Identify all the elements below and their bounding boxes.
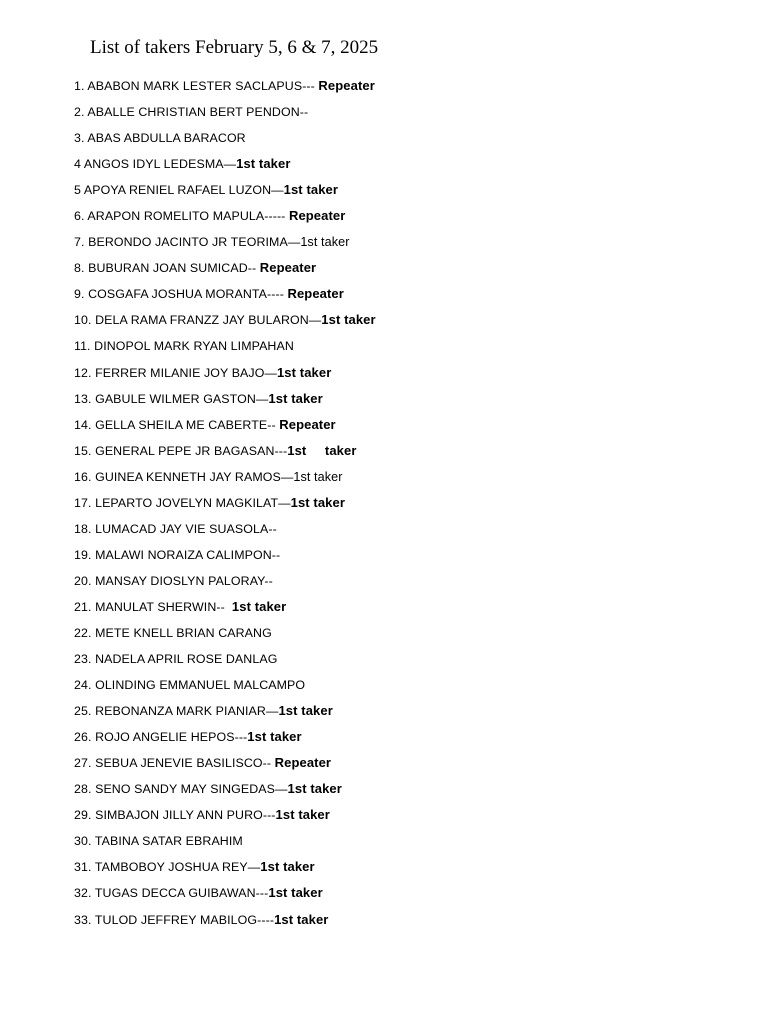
- taker-status: Repeater: [318, 78, 375, 93]
- taker-name: SIMBAJON JILLY ANN PURO: [95, 808, 263, 823]
- taker-name: COSGAFA JOSHUA MORANTA: [88, 287, 268, 302]
- taker-name: MANSAY DIOSLYN PALORAY: [95, 573, 265, 588]
- taker-status: 1st taker: [274, 911, 329, 927]
- item-number: 18.: [74, 521, 92, 536]
- taker-status: 1st taker: [293, 469, 343, 484]
- taker-status: 1st taker: [287, 442, 357, 458]
- taker-status: Repeater: [274, 755, 332, 771]
- taker-name: METE KNELL BRIAN CARANG: [95, 625, 272, 640]
- separator: --: [247, 261, 260, 276]
- list-item: [74, 910, 376, 936]
- item-number: 20.: [74, 573, 92, 588]
- taker-status: 1st taker: [268, 390, 323, 406]
- taker-name: FERRER MILANIE JOY BAJO: [95, 365, 265, 380]
- taker-status: Repeater: [288, 208, 346, 224]
- separator: ---: [302, 79, 319, 93]
- item-number: 24.: [74, 678, 92, 693]
- separator: ---: [255, 886, 269, 901]
- list-item: [74, 597, 376, 623]
- taker-name: GELLA SHEILA ME CABERTE: [95, 417, 268, 432]
- list-item: [74, 519, 376, 545]
- separator: --: [216, 599, 232, 614]
- separator: ----: [267, 287, 288, 302]
- taker-name: LUMACAD JAY VIE SUASOLA: [95, 521, 269, 536]
- item-number: 3.: [74, 131, 85, 146]
- list-item: [74, 180, 376, 206]
- separator: --: [264, 573, 273, 588]
- item-number: 32.: [74, 886, 92, 901]
- list-item: [74, 415, 376, 441]
- taker-name: GABULE WILMER GASTON: [95, 391, 256, 406]
- taker-name: TULOD JEFFREY MABILOG: [94, 912, 258, 927]
- item-number: 12.: [74, 365, 92, 380]
- item-number: 19.: [74, 547, 92, 562]
- list-item: [74, 441, 376, 467]
- list-item: [74, 675, 376, 701]
- taker-status: Repeater: [287, 286, 344, 302]
- separator: ---: [262, 808, 276, 823]
- item-number: 23.: [74, 652, 92, 667]
- list-item: [74, 493, 376, 519]
- taker-name: ABAS ABDULLA BARACOR: [87, 131, 246, 146]
- separator: —: [278, 495, 291, 510]
- list-item: [74, 102, 376, 128]
- list-item: [74, 545, 376, 571]
- taker-name: TABINA SATAR EBRAHIM: [94, 834, 243, 849]
- item-number: 28.: [74, 782, 92, 797]
- separator: —: [223, 157, 237, 172]
- separator: --: [267, 417, 280, 432]
- taker-name: DELA RAMA FRANZZ JAY BULARON: [95, 313, 309, 328]
- separator: —: [265, 704, 279, 719]
- item-number: 31.: [74, 860, 92, 875]
- separator: —: [287, 235, 301, 250]
- separator: ----: [257, 912, 275, 927]
- taker-status: 1st taker: [287, 781, 342, 797]
- list-item: [74, 727, 376, 753]
- list-item: [74, 336, 376, 362]
- item-number: 2.: [74, 105, 85, 120]
- document-title: List of takers February 5, 6 & 7, 2025: [90, 37, 379, 58]
- item-number: 26.: [74, 730, 92, 745]
- takers-list: [74, 76, 376, 936]
- item-number: 21.: [74, 599, 92, 614]
- item-number: 6.: [74, 209, 85, 224]
- item-number: 15.: [74, 443, 92, 458]
- list-item: [74, 857, 376, 883]
- taker-name: TUGAS DECCA GUIBAWAN: [94, 886, 256, 901]
- item-number: 13.: [74, 391, 92, 406]
- taker-name: BERONDO JACINTO JR TEORIMA: [88, 235, 288, 250]
- item-number: 29.: [74, 808, 92, 823]
- taker-status: 1st taker: [231, 598, 287, 614]
- separator: —: [308, 313, 322, 328]
- item-number: 30.: [74, 834, 92, 849]
- list-item: [74, 389, 376, 415]
- list-item: [74, 154, 376, 180]
- list-item: [74, 831, 376, 857]
- separator: —: [271, 183, 284, 198]
- list-item: [74, 753, 376, 779]
- list-item: [74, 284, 376, 310]
- taker-name: MALAWI NORAIZA CALIMPON: [95, 547, 272, 562]
- taker-name: NADELA APRIL ROSE DANLAG: [95, 652, 278, 667]
- taker-name: TAMBOBOY JOSHUA REY: [94, 860, 248, 875]
- list-item: [74, 779, 376, 805]
- item-number: 1.: [74, 79, 85, 93]
- separator: --: [271, 547, 281, 562]
- taker-name: SEBUA JENEVIE BASILISCO: [95, 756, 263, 771]
- item-number: 22.: [74, 625, 92, 640]
- taker-name: SENO SANDY MAY SINGEDAS: [95, 782, 276, 797]
- taker-name: ARAPON ROMELITO MAPULA: [87, 209, 265, 224]
- item-number: 11.: [74, 339, 91, 354]
- taker-name: GUINEA KENNETH JAY RAMOS: [95, 469, 281, 484]
- taker-name: BUBURAN JOAN SUMICAD: [88, 261, 248, 276]
- taker-status: Repeater: [279, 416, 336, 432]
- item-number: 7.: [74, 235, 85, 250]
- separator: --: [268, 521, 277, 536]
- list-item: [74, 310, 376, 336]
- separator: —: [264, 365, 277, 380]
- taker-name: DINOPOL MARK RYAN LIMPAHAN: [94, 339, 294, 354]
- taker-status: 1st taker: [268, 885, 323, 901]
- item-number: 16.: [74, 469, 92, 484]
- list-item: [74, 649, 376, 675]
- taker-name: ROJO ANGELIE HEPOS: [95, 730, 235, 745]
- separator: --: [262, 756, 275, 771]
- item-number: 4: [74, 157, 81, 172]
- item-number: 25.: [74, 704, 92, 719]
- taker-status: 1st taker: [321, 312, 376, 328]
- taker-status: 1st taker: [300, 235, 350, 250]
- separator: -----: [264, 209, 289, 224]
- list-item: [74, 467, 376, 493]
- taker-name: ABABON MARK LESTER SACLAPUS: [87, 79, 303, 93]
- taker-status: 1st taker: [290, 494, 346, 510]
- taker-name: ANGOS IDYL LEDESMA: [83, 157, 224, 172]
- taker-name: MANULAT SHERWIN: [95, 599, 217, 614]
- taker-status: Repeater: [259, 260, 317, 276]
- list-item: [74, 883, 376, 909]
- taker-name: REBONANZA MARK PIANIAR: [95, 704, 266, 719]
- list-item: [74, 206, 376, 232]
- item-number: 8.: [74, 261, 85, 276]
- list-item: [74, 232, 376, 258]
- separator: ---: [274, 443, 288, 458]
- item-number: 17.: [74, 495, 92, 510]
- item-number: 5: [74, 183, 81, 198]
- item-number: 14.: [74, 417, 92, 432]
- taker-status: 1st taker: [283, 182, 339, 198]
- taker-status: 1st taker: [276, 364, 332, 380]
- separator: ---: [234, 730, 248, 745]
- taker-status: 1st taker: [278, 703, 333, 719]
- taker-name: APOYA RENIEL RAFAEL LUZON: [83, 183, 272, 198]
- separator: —: [247, 860, 261, 875]
- list-item: [74, 128, 376, 154]
- taker-status: 1st taker: [236, 156, 291, 172]
- taker-status: 1st taker: [247, 729, 302, 745]
- list-item: [74, 258, 376, 284]
- item-number: 9.: [74, 287, 85, 302]
- list-item: [74, 571, 376, 597]
- taker-name: LEPARTO JOVELYN MAGKILAT: [95, 495, 279, 510]
- taker-name: OLINDING EMMANUEL MALCAMPO: [95, 678, 306, 693]
- separator: —: [255, 391, 269, 406]
- list-item: [74, 363, 376, 389]
- separator: —: [275, 782, 288, 797]
- separator: —: [280, 469, 294, 484]
- taker-status: 1st taker: [260, 859, 315, 875]
- taker-status: 1st taker: [275, 807, 330, 823]
- list-item: [74, 76, 376, 102]
- list-item: [74, 805, 376, 831]
- separator: --: [299, 105, 309, 120]
- item-number: 10.: [74, 313, 92, 328]
- item-number: 33.: [74, 912, 92, 927]
- list-item: [74, 623, 376, 649]
- taker-name: ABALLE CHRISTIAN BERT PENDON: [87, 105, 300, 120]
- item-number: 27.: [74, 756, 92, 771]
- taker-name: GENERAL PEPE JR BAGASAN: [95, 443, 275, 458]
- list-item: [74, 701, 376, 727]
